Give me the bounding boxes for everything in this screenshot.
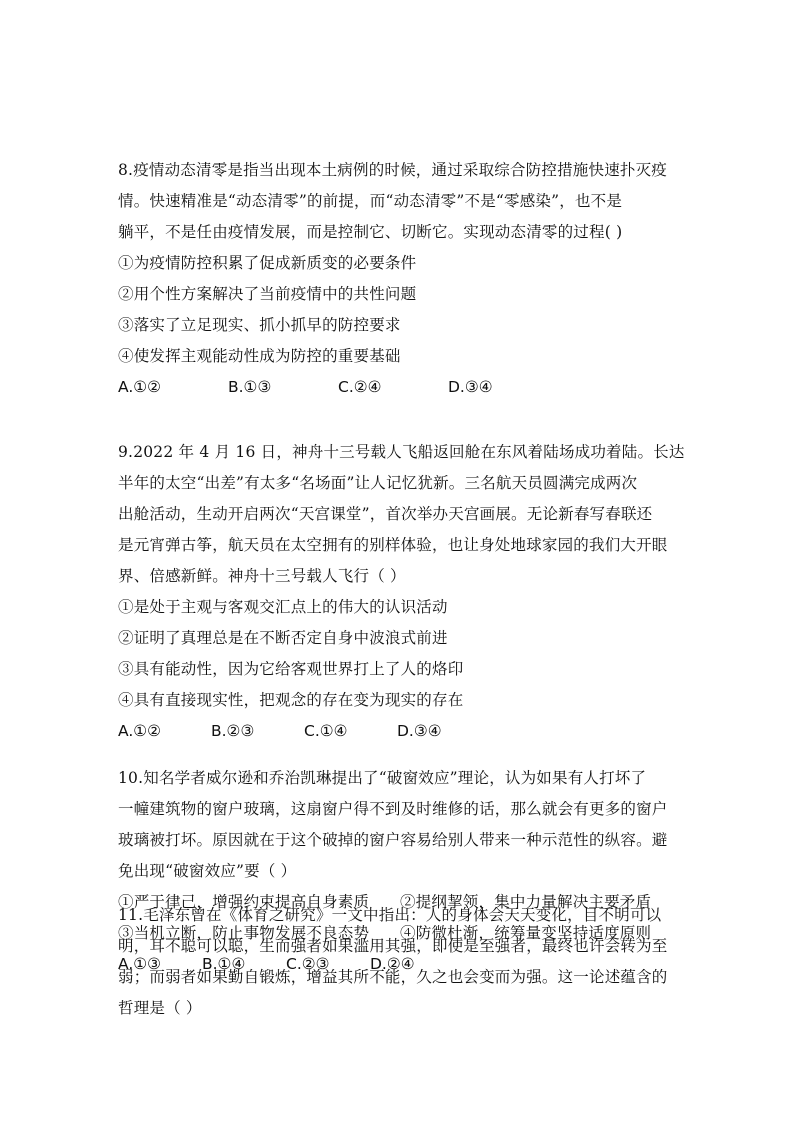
question-9 <box>118 437 685 747</box>
option-statement: ①是处于主观与客观交汇点上的伟大的认识活动 <box>118 598 448 616</box>
question-stem-line: 免出现“破窗效应”要（ ） <box>118 862 297 880</box>
answer-choice-d: D.③④ <box>448 378 493 396</box>
question-stem-line: 明，耳不聪可以聪，生而强者如果滥用其强，即使是至强者，最终也许会转为至 <box>118 937 668 955</box>
question-stem-line: 10.知名学者威尔逊和乔治凯琳提出了“破窗效应”理论，认为如果有人打坏了 <box>118 769 647 787</box>
answer-choices <box>118 716 678 747</box>
question-stem-line: 8.疫情动态清零是指当出现本土病例的时候，通过采取综合防控措施快速扑灭疫 <box>118 161 667 179</box>
answer-choice-d: D.②④ <box>370 955 415 973</box>
option-statement: ①严于律己，增强约束提高自身素质 <box>118 893 370 911</box>
question-stem-line: 玻璃被打坏。原因就在于这个破掉的窗户容易给别人带来一种示范性的纵容。避 <box>118 831 668 849</box>
option-statement: ③落实了立足现实、抓小抓早的防控要求 <box>118 316 401 334</box>
answer-choice-b: B.①③ <box>228 378 272 396</box>
question-stem-line: 界、倍感新鲜。神舟十三号载人飞行（ ） <box>118 567 406 585</box>
answer-choice-d: D.③④ <box>397 722 442 740</box>
option-statement: ④防微杜渐，统筹量变坚持适度原则 <box>400 924 652 942</box>
question-stem-line: 哲理是（ ） <box>118 999 202 1017</box>
answer-choice-b: B.①④ <box>202 955 246 973</box>
question-stem-line: 9.2022 年 4 月 16 日，神舟十三号载人飞船返回舱在东风着陆场成功着陆。长达 <box>118 443 685 461</box>
option-statement: ③具有能动性，因为它给客观世界打上了人的烙印 <box>118 660 464 678</box>
option-statement: ①为疫情防控积累了促成新质变的必要条件 <box>118 254 417 272</box>
answer-choice-a: A.①③ <box>118 955 162 973</box>
question-8 <box>118 155 678 403</box>
question-11 <box>118 900 678 1024</box>
answer-choice-a: A.①② <box>118 378 162 396</box>
option-statement: ③当机立断，防止事物发展不良态势 <box>118 924 370 942</box>
answer-choice-b: B.②③ <box>211 722 255 740</box>
answer-choice-c: C.②③ <box>286 955 330 973</box>
question-stem-line: 半年的太空“出差”有太多“名场面”让人记忆犹新。三名航天员圆满完成两次 <box>118 474 638 492</box>
answer-choice-c: C.②④ <box>338 378 382 396</box>
option-statement: ②提纲挈领，集中力量解决主要矛盾 <box>400 893 652 911</box>
question-stem-line: 一幢建筑物的窗户玻璃，这扇窗户得不到及时维修的话，那么就会有更多的窗户 <box>118 800 668 818</box>
answer-choices <box>118 372 678 403</box>
option-statement: ②用个性方案解决了当前疫情中的共性问题 <box>118 285 417 303</box>
option-statement: ②证明了真理总是在不断否定自身中波浪式前进 <box>118 629 448 647</box>
question-stem-line: 出舱活动，生动开启两次“天宫课堂”，首次举办天宫画展。无论新春写春联还 <box>118 505 653 523</box>
option-statement: ④使发挥主观能动性成为防控的重要基础 <box>118 347 401 365</box>
question-stem-line: 是元宵弹古筝，航天员在太空拥有的别样体验，也让身处地球家园的我们大开眼 <box>118 536 668 554</box>
question-stem-line: 情。快速精准是“动态清零”的前提，而“动态清零”不是“零感染”，也不是 <box>118 192 623 210</box>
question-stem-line: 11.毛泽东曾在《体育之研究》一文中指出：人的身体会天天变化，目不明可以 <box>118 906 662 924</box>
answer-choice-c: C.①④ <box>304 722 348 740</box>
question-stem-line: 弱；而弱者如果勤自锻炼，增益其所不能，久之也会变而为强。这一论述蕴含的 <box>118 968 668 986</box>
answer-choice-a: A.①② <box>118 722 162 740</box>
option-statement: ④具有直接现实性，把观念的存在变为现实的存在 <box>118 691 464 709</box>
question-stem-line: 躺平，不是任由疫情发展，而是控制它、切断它。实现动态清零的过程( ) <box>118 223 623 241</box>
